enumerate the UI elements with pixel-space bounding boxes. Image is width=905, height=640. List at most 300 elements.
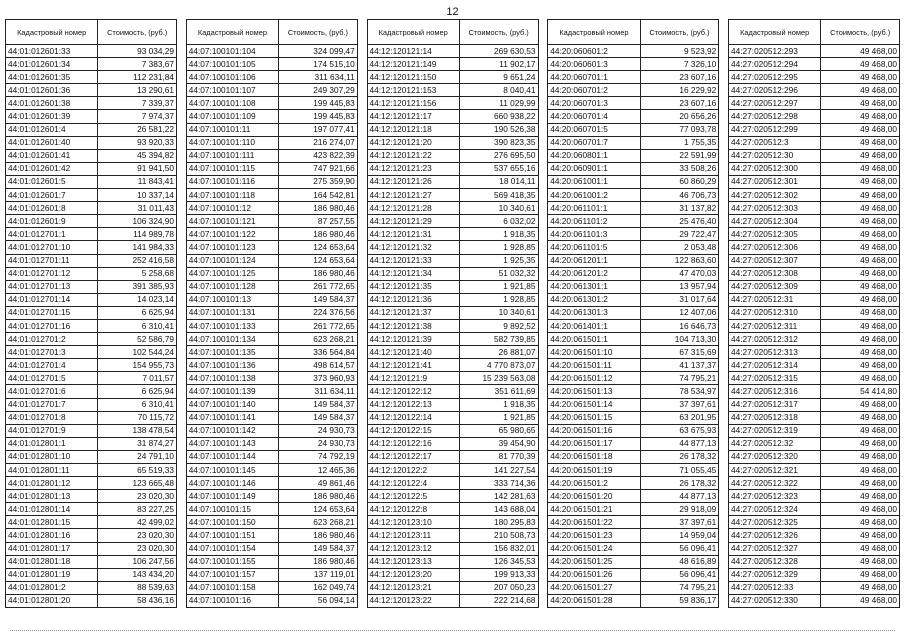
- header-cost: Стоимость, (руб.): [821, 20, 900, 45]
- table-row: [6, 306, 177, 319]
- page-number: 12: [446, 6, 459, 18]
- cadastral-number-cell: 44:07:100101:135: [186, 346, 278, 359]
- cost-cell: 74 792,19: [279, 450, 358, 463]
- cost-cell: 49 468,00: [821, 267, 900, 280]
- cost-cell: 31 137,82: [640, 202, 719, 215]
- table-row: [548, 516, 719, 529]
- table-row: [367, 189, 538, 202]
- cadastral-number-cell: 44:27:020512:318: [729, 411, 821, 424]
- cadastral-number-cell: 44:27:020512:297: [729, 97, 821, 110]
- cost-cell: 49 468,00: [821, 529, 900, 542]
- cost-cell: 6 625,94: [98, 306, 177, 319]
- cadastral-number-cell: 44:27:020512:311: [729, 319, 821, 332]
- cost-cell: 49 468,00: [821, 293, 900, 306]
- cadastral-number-cell: 44:12:120121:149: [367, 58, 459, 71]
- cadastral-number-cell: 44:07:100101:13: [186, 293, 278, 306]
- cadastral-number-cell: 44:20:061501:10: [548, 346, 640, 359]
- cost-cell: 324 099,47: [279, 45, 358, 58]
- table-row: [6, 280, 177, 293]
- cadastral-number-cell: 44:20:060701:2: [548, 84, 640, 97]
- cadastral-number-cell: 44:27:020512:310: [729, 306, 821, 319]
- table-row: [186, 450, 357, 463]
- table-row: [6, 450, 177, 463]
- cadastral-number-cell: 44:01:012601:9: [6, 215, 98, 228]
- table-row: [548, 372, 719, 385]
- cost-cell: 49 468,00: [821, 319, 900, 332]
- cadastral-number-cell: 44:20:060701:1: [548, 71, 640, 84]
- cost-cell: 23 020,30: [98, 542, 177, 555]
- cadastral-number-cell: 44:07:100101:155: [186, 555, 278, 568]
- table-row: [186, 411, 357, 424]
- table-row: [367, 123, 538, 136]
- cadastral-number-cell: 44:07:100101:141: [186, 411, 278, 424]
- cadastral-number-cell: 44:12:120121:28: [367, 202, 459, 215]
- cadastral-number-cell: 44:27:020512:320: [729, 450, 821, 463]
- table-row: [548, 594, 719, 607]
- cost-cell: 63 201,95: [640, 411, 719, 424]
- cadastral-number-cell: 44:01:012601:42: [6, 162, 98, 175]
- header-cadastral-number: Кадастровый номер: [186, 20, 278, 45]
- cadastral-number-cell: 44:20:061501:17: [548, 437, 640, 450]
- table-row: [6, 568, 177, 581]
- cost-cell: 49 468,00: [821, 464, 900, 477]
- cost-cell: 23 607,16: [640, 71, 719, 84]
- cost-cell: 20 656,26: [640, 110, 719, 123]
- table-row: [367, 136, 538, 149]
- table-row: [729, 359, 900, 372]
- cost-cell: 104 713,30: [640, 333, 719, 346]
- cost-cell: 276 695,50: [459, 149, 538, 162]
- table-row: [186, 280, 357, 293]
- cost-cell: 149 584,37: [279, 411, 358, 424]
- table-row: [186, 424, 357, 437]
- cost-cell: 15 239 563,08: [459, 372, 538, 385]
- table-row: [548, 162, 719, 175]
- cost-cell: 49 468,00: [821, 254, 900, 267]
- table-row: [6, 542, 177, 555]
- cadastral-table-5: [728, 19, 900, 608]
- table-row: [729, 516, 900, 529]
- cadastral-number-cell: 44:12:120121:38: [367, 319, 459, 332]
- table-row: [367, 45, 538, 58]
- cadastral-number-cell: 44:01:012701:3: [6, 346, 98, 359]
- table-row: [729, 542, 900, 555]
- table-row: [729, 123, 900, 136]
- cadastral-number-cell: 44:01:012801:10: [6, 450, 98, 463]
- cost-cell: 49 468,00: [821, 424, 900, 437]
- cadastral-number-cell: 44:20:061501:22: [548, 516, 640, 529]
- cadastral-number-cell: 44:20:061501:2: [548, 477, 640, 490]
- table-row: [548, 529, 719, 542]
- cost-cell: 249 307,29: [279, 84, 358, 97]
- table-row: [548, 477, 719, 490]
- cadastral-number-cell: 44:27:020512:3: [729, 136, 821, 149]
- cost-cell: 49 468,00: [821, 555, 900, 568]
- cost-cell: 149 584,37: [279, 398, 358, 411]
- table-row: [186, 398, 357, 411]
- cadastral-number-cell: 44:12:120122:8: [367, 503, 459, 516]
- cadastral-number-cell: 44:12:120122:2: [367, 464, 459, 477]
- table-row: [6, 555, 177, 568]
- table-row: [548, 398, 719, 411]
- table-row: [729, 280, 900, 293]
- cost-cell: 207 050,23: [459, 581, 538, 594]
- cost-cell: 88 539,63: [98, 581, 177, 594]
- cost-cell: 149 584,37: [279, 542, 358, 555]
- table-row: [6, 398, 177, 411]
- table-row: [367, 450, 538, 463]
- table-row: [186, 306, 357, 319]
- cadastral-number-cell: 44:01:012701:15: [6, 306, 98, 319]
- table-header-row: [367, 20, 538, 45]
- cadastral-number-cell: 44:20:060801:1: [548, 149, 640, 162]
- cost-cell: 49 468,00: [821, 215, 900, 228]
- cadastral-table-1: [5, 19, 177, 608]
- table-row: [548, 333, 719, 346]
- cost-cell: 74 795,21: [640, 581, 719, 594]
- cost-cell: 124 653,64: [279, 241, 358, 254]
- cost-cell: 311 634,11: [279, 71, 358, 84]
- table-row: [186, 241, 357, 254]
- cadastral-number-cell: 44:20:061501:20: [548, 490, 640, 503]
- cadastral-number-cell: 44:01:012801:16: [6, 529, 98, 542]
- cadastral-number-cell: 44:20:061201:1: [548, 254, 640, 267]
- table-row: [367, 241, 538, 254]
- cost-cell: 143 434,20: [98, 568, 177, 581]
- table-row: [729, 71, 900, 84]
- cost-cell: 65 980,65: [459, 424, 538, 437]
- cost-cell: 23 607,16: [640, 97, 719, 110]
- cost-cell: 537 655,16: [459, 162, 538, 175]
- cost-cell: 4 770 873,07: [459, 359, 538, 372]
- cadastral-number-cell: 44:20:061501:25: [548, 555, 640, 568]
- cadastral-number-cell: 44:07:100101:146: [186, 477, 278, 490]
- table-row: [548, 202, 719, 215]
- cadastral-number-cell: 44:07:100101:122: [186, 228, 278, 241]
- cost-cell: 49 468,00: [821, 97, 900, 110]
- table-row: [186, 149, 357, 162]
- table-row: [548, 359, 719, 372]
- cadastral-number-cell: 44:20:061301:2: [548, 293, 640, 306]
- table-row: [729, 228, 900, 241]
- cost-cell: 623 268,21: [279, 516, 358, 529]
- table-row: [6, 477, 177, 490]
- table-row: [6, 228, 177, 241]
- cadastral-number-cell: 44:12:120123:22: [367, 594, 459, 607]
- table-row: [548, 175, 719, 188]
- table-row: [186, 189, 357, 202]
- cost-cell: 31 017,64: [640, 293, 719, 306]
- cost-cell: 423 822,39: [279, 149, 358, 162]
- cadastral-number-cell: 44:07:100101:128: [186, 280, 278, 293]
- table-row: [186, 346, 357, 359]
- cadastral-number-cell: 44:12:120121:29: [367, 215, 459, 228]
- cost-cell: 186 980,46: [279, 228, 358, 241]
- cost-cell: 49 468,00: [821, 346, 900, 359]
- cadastral-number-cell: 44:07:100101:15: [186, 503, 278, 516]
- cost-cell: 1 918,35: [459, 398, 538, 411]
- cost-cell: 7 974,37: [98, 110, 177, 123]
- cadastral-number-cell: 44:12:120122:13: [367, 398, 459, 411]
- table-row: [186, 45, 357, 58]
- cost-cell: 31 874,27: [98, 437, 177, 450]
- table-row: [548, 189, 719, 202]
- cost-cell: 137 119,01: [279, 568, 358, 581]
- table-row: [6, 189, 177, 202]
- cost-cell: 275 359,90: [279, 175, 358, 188]
- cost-cell: 114 989,78: [98, 228, 177, 241]
- cost-cell: 11 902,17: [459, 58, 538, 71]
- cadastral-number-cell: 44:20:061501:19: [548, 464, 640, 477]
- cadastral-number-cell: 44:27:020512:307: [729, 254, 821, 267]
- cadastral-number-cell: 44:07:100101:121: [186, 215, 278, 228]
- table-row: [729, 241, 900, 254]
- cadastral-number-cell: 44:27:020512:294: [729, 58, 821, 71]
- table-row: [367, 424, 538, 437]
- cost-cell: 26 178,32: [640, 477, 719, 490]
- table-row: [186, 175, 357, 188]
- table-row: [367, 97, 538, 110]
- table-row: [6, 411, 177, 424]
- cadastral-number-cell: 44:07:100101:123: [186, 241, 278, 254]
- cost-cell: 7 011,57: [98, 372, 177, 385]
- cost-cell: 49 468,00: [821, 450, 900, 463]
- table-row: [729, 450, 900, 463]
- table-row: [729, 136, 900, 149]
- cadastral-number-cell: 44:27:020512:33: [729, 581, 821, 594]
- cost-cell: 11 843,41: [98, 175, 177, 188]
- table-row: [186, 503, 357, 516]
- cost-cell: 390 823,35: [459, 136, 538, 149]
- table-row: [6, 424, 177, 437]
- cadastral-number-cell: 44:01:012701:4: [6, 359, 98, 372]
- cadastral-number-cell: 44:20:060701:3: [548, 97, 640, 110]
- cost-cell: 31 011,43: [98, 202, 177, 215]
- cadastral-number-cell: 44:12:120121:41: [367, 359, 459, 372]
- cost-cell: 190 526,38: [459, 123, 538, 136]
- cadastral-number-cell: 44:27:020512:323: [729, 490, 821, 503]
- cost-cell: 14 023,14: [98, 293, 177, 306]
- cadastral-number-cell: 44:20:061301:3: [548, 306, 640, 319]
- table-row: [367, 267, 538, 280]
- cadastral-number-cell: 44:01:012701:12: [6, 267, 98, 280]
- cost-cell: 6 310,41: [98, 398, 177, 411]
- cadastral-number-cell: 44:27:020512:296: [729, 84, 821, 97]
- table-row: [729, 175, 900, 188]
- table-row: [367, 477, 538, 490]
- cadastral-number-cell: 44:12:120121:17: [367, 110, 459, 123]
- table-row: [6, 241, 177, 254]
- table-row: [548, 267, 719, 280]
- cost-cell: 45 394,82: [98, 149, 177, 162]
- table-row: [6, 71, 177, 84]
- cadastral-number-cell: 44:07:100101:105: [186, 58, 278, 71]
- table-row: [548, 254, 719, 267]
- table-row: [186, 97, 357, 110]
- table-row: [186, 215, 357, 228]
- cost-cell: 582 739,85: [459, 333, 538, 346]
- table-row: [367, 346, 538, 359]
- table-row: [548, 581, 719, 594]
- cadastral-number-cell: 44:07:100101:12: [186, 202, 278, 215]
- cost-cell: 174 515,10: [279, 58, 358, 71]
- cadastral-number-cell: 44:07:100101:134: [186, 333, 278, 346]
- table-row: [367, 516, 538, 529]
- cost-cell: 16 646,73: [640, 319, 719, 332]
- cadastral-number-cell: 44:20:061401:1: [548, 319, 640, 332]
- cadastral-number-cell: 44:12:120121:40: [367, 346, 459, 359]
- cadastral-number-cell: 44:20:061301:1: [548, 280, 640, 293]
- table-row: [6, 319, 177, 332]
- table-row: [548, 110, 719, 123]
- cost-cell: 23 020,30: [98, 490, 177, 503]
- table-row: [186, 385, 357, 398]
- cadastral-number-cell: 44:27:020512:308: [729, 267, 821, 280]
- table-row: [729, 189, 900, 202]
- table-row: [6, 581, 177, 594]
- table-row: [6, 149, 177, 162]
- cost-cell: 186 980,46: [279, 490, 358, 503]
- cadastral-number-cell: 44:12:120123:21: [367, 581, 459, 594]
- table-header-row: [186, 20, 357, 45]
- cadastral-number-cell: 44:12:120121:22: [367, 149, 459, 162]
- cost-cell: 49 468,00: [821, 542, 900, 555]
- cost-cell: 49 468,00: [821, 175, 900, 188]
- cadastral-number-cell: 44:07:100101:106: [186, 71, 278, 84]
- cost-cell: 210 508,73: [459, 529, 538, 542]
- table-row: [186, 581, 357, 594]
- cost-cell: 49 468,00: [821, 516, 900, 529]
- table-row: [729, 202, 900, 215]
- cadastral-number-cell: 44:07:100101:149: [186, 490, 278, 503]
- table-row: [729, 529, 900, 542]
- cost-cell: 186 980,46: [279, 529, 358, 542]
- table-row: [548, 306, 719, 319]
- cadastral-number-cell: 44:07:100101:115: [186, 162, 278, 175]
- cost-cell: 49 468,00: [821, 71, 900, 84]
- cadastral-number-cell: 44:20:061501:23: [548, 529, 640, 542]
- cost-cell: 29 918,09: [640, 503, 719, 516]
- cadastral-number-cell: 44:27:020512:321: [729, 464, 821, 477]
- table-row: [548, 503, 719, 516]
- cadastral-number-cell: 44:20:061501:11: [548, 359, 640, 372]
- table-row: [367, 437, 538, 450]
- cost-cell: 373 960,93: [279, 372, 358, 385]
- cadastral-number-cell: 44:01:012801:2: [6, 581, 98, 594]
- cadastral-number-cell: 44:01:012601:41: [6, 149, 98, 162]
- table-row: [367, 71, 538, 84]
- cadastral-number-cell: 44:01:012601:34: [6, 58, 98, 71]
- table-row: [367, 319, 538, 332]
- cadastral-number-cell: 44:07:100101:142: [186, 424, 278, 437]
- cost-cell: 78 534,97: [640, 385, 719, 398]
- table-row: [186, 110, 357, 123]
- scan-edge-noise: [10, 630, 895, 634]
- table-row: [729, 372, 900, 385]
- cost-cell: 2 053,48: [640, 241, 719, 254]
- cost-cell: 70 115,72: [98, 411, 177, 424]
- cost-cell: 24 791,10: [98, 450, 177, 463]
- cost-cell: 102 544,24: [98, 346, 177, 359]
- cadastral-number-cell: 44:07:100101:133: [186, 319, 278, 332]
- cost-cell: 26 581,22: [98, 123, 177, 136]
- cost-cell: 49 468,00: [821, 594, 900, 607]
- cost-cell: 186 980,46: [279, 202, 358, 215]
- cost-cell: 37 397,61: [640, 516, 719, 529]
- table-header-row: [548, 20, 719, 45]
- header-cost: Стоимость, (руб.): [98, 20, 177, 45]
- table-row: [186, 254, 357, 267]
- table-row: [729, 306, 900, 319]
- cadastral-number-cell: 44:12:120121:23: [367, 162, 459, 175]
- cost-cell: 8 040,41: [459, 84, 538, 97]
- cost-cell: 7 326,10: [640, 58, 719, 71]
- table-row: [729, 215, 900, 228]
- cost-cell: 49 468,00: [821, 306, 900, 319]
- cadastral-number-cell: 44:07:100101:118: [186, 189, 278, 202]
- cadastral-number-cell: 44:01:012701:14: [6, 293, 98, 306]
- cost-cell: 199 445,83: [279, 110, 358, 123]
- table-row: [729, 45, 900, 58]
- cadastral-number-cell: 44:27:020512:32: [729, 437, 821, 450]
- cost-cell: 51 032,32: [459, 267, 538, 280]
- table-row: [6, 58, 177, 71]
- cost-cell: 112 231,84: [98, 71, 177, 84]
- table-row: [186, 228, 357, 241]
- cadastral-number-cell: 44:01:012601:40: [6, 136, 98, 149]
- cadastral-number-cell: 44:07:100101:111: [186, 149, 278, 162]
- table-row: [186, 123, 357, 136]
- cost-cell: 106 247,56: [98, 555, 177, 568]
- cadastral-number-cell: 44:27:020512:30: [729, 149, 821, 162]
- table-row: [186, 359, 357, 372]
- cadastral-number-cell: 44:12:120121:39: [367, 333, 459, 346]
- cost-cell: 142 281,63: [459, 490, 538, 503]
- cost-cell: 7 339,37: [98, 97, 177, 110]
- cost-cell: 12 407,06: [640, 306, 719, 319]
- cost-cell: 74 795,21: [640, 372, 719, 385]
- table-row: [6, 529, 177, 542]
- table-row: [729, 464, 900, 477]
- cost-cell: 37 397,61: [640, 398, 719, 411]
- cost-cell: 16 229,92: [640, 84, 719, 97]
- cost-cell: 58 436,16: [98, 594, 177, 607]
- table-row: [729, 293, 900, 306]
- table-row: [729, 346, 900, 359]
- table-row: [6, 254, 177, 267]
- table-row: [6, 385, 177, 398]
- table-row: [186, 71, 357, 84]
- cadastral-number-cell: 44:01:012801:12: [6, 477, 98, 490]
- header-cost: Стоимость, (руб.): [459, 20, 538, 45]
- table-row: [186, 594, 357, 607]
- cost-cell: 49 468,00: [821, 280, 900, 293]
- cadastral-number-cell: 44:27:020512:300: [729, 162, 821, 175]
- table-header-row: [6, 20, 177, 45]
- table-row: [729, 162, 900, 175]
- cost-cell: 1 921,85: [459, 280, 538, 293]
- cadastral-number-cell: 44:07:100101:107: [186, 84, 278, 97]
- table-row: [729, 319, 900, 332]
- cost-cell: 222 214,68: [459, 594, 538, 607]
- cadastral-number-cell: 44:20:061101:3: [548, 228, 640, 241]
- cadastral-table-4: [547, 19, 719, 608]
- cadastral-number-cell: 44:01:012601:39: [6, 110, 98, 123]
- cadastral-number-cell: 44:20:061501:1: [548, 333, 640, 346]
- cadastral-number-cell: 44:27:020512:302: [729, 189, 821, 202]
- cost-cell: 138 478,54: [98, 424, 177, 437]
- cost-cell: 49 468,00: [821, 503, 900, 516]
